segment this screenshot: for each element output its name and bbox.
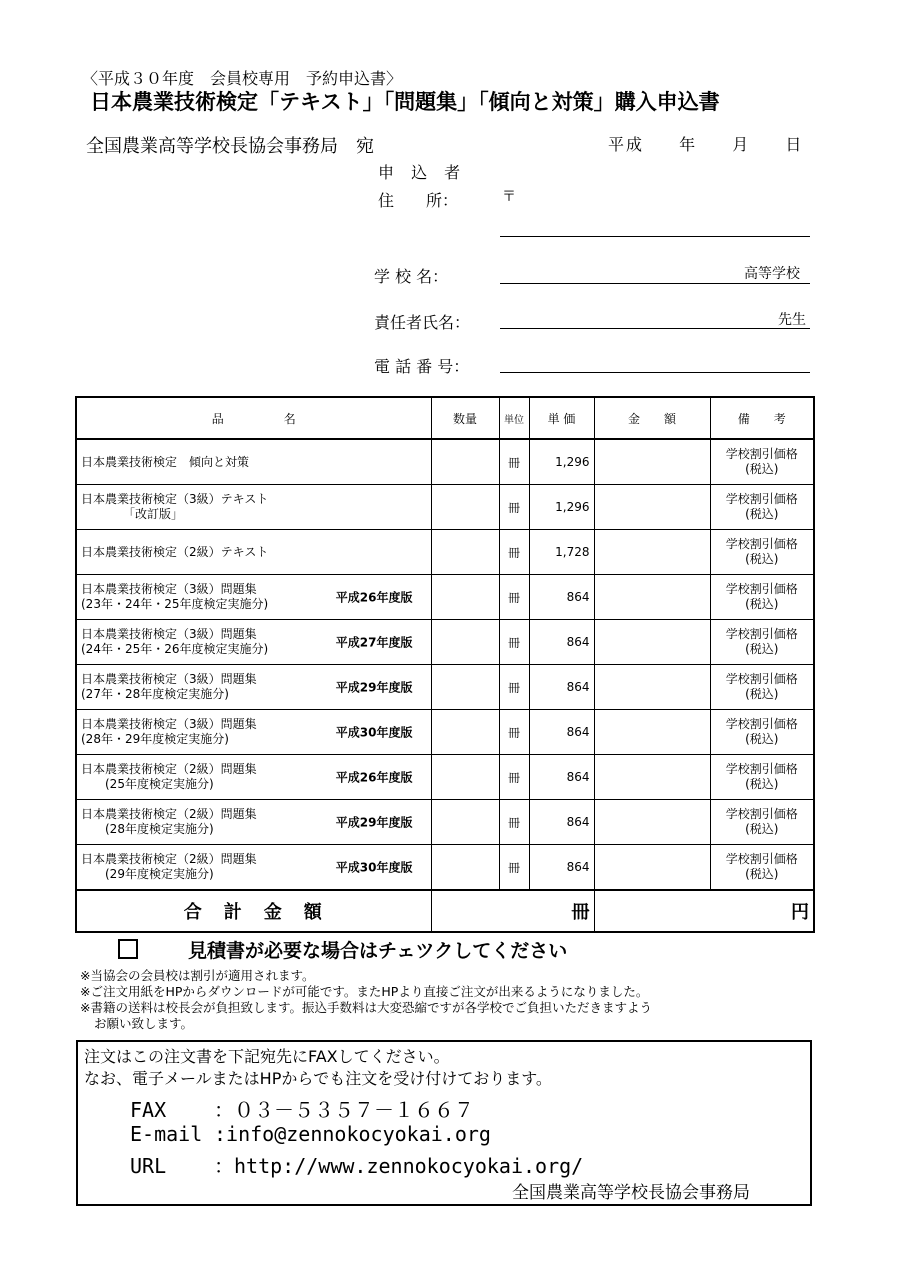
quantity-cell[interactable] <box>431 575 499 620</box>
remarks-cell <box>710 485 814 530</box>
address-label: 住 所： <box>378 191 459 210</box>
col-unit: 単位 <box>499 397 529 439</box>
contact-line-2: なお、電子メールまたはHPからでも注文を受け付けております。 <box>84 1069 552 1088</box>
item-name-cell <box>76 530 431 575</box>
remarks-line: 学校割引価格 <box>725 672 798 686</box>
item-name-cell <box>76 665 431 710</box>
item-name-detail: (27年・28年度検定実施分) <box>81 687 229 701</box>
remarks-tax: (税込) <box>745 507 779 521</box>
remarks-cell <box>710 845 814 891</box>
estimate-check-label: 見積書が必要な場合はチェツクしてください <box>188 940 568 962</box>
school-suffix: 高等学校 <box>744 266 800 282</box>
url-row <box>130 1150 583 1179</box>
total-row <box>76 890 814 932</box>
remarks-line: 学校割引価格 <box>725 582 798 596</box>
table-row <box>76 755 814 800</box>
col-quantity: 数量 <box>431 397 499 439</box>
unit-cell: 冊 <box>499 665 529 710</box>
item-name: 日本農業技術検定（2級）問題集 <box>81 852 257 866</box>
item-name-detail: (29年度検定実施分) <box>81 867 214 881</box>
item-name-detail: 「改訂版」 <box>81 507 184 521</box>
order-table <box>75 396 815 933</box>
remarks-tax: (税込) <box>745 867 779 881</box>
item-name: 日本農業技術検定（2級）テキスト <box>81 544 269 559</box>
item-name: 日本農業技術検定（3級）問題集 <box>81 672 257 686</box>
amount-cell[interactable] <box>594 575 710 620</box>
remarks-tax: (税込) <box>745 777 779 791</box>
table-row <box>76 665 814 710</box>
person-label: 責任者氏名： <box>374 313 471 332</box>
remarks-cell <box>710 755 814 800</box>
unit-price-cell: 1,296 <box>529 439 594 485</box>
phone-label: 電 話 番 号： <box>374 357 470 376</box>
unit-cell: 冊 <box>499 620 529 665</box>
unit-price-cell: 864 <box>529 755 594 800</box>
item-name: 日本農業技術検定（2級）問題集 <box>81 762 257 776</box>
item-edition: 平成29年度版 <box>335 680 413 695</box>
remarks-cell <box>710 439 814 485</box>
item-name: 日本農業技術検定（2級）問題集 <box>81 807 257 821</box>
remarks-tax: (税込) <box>745 732 779 746</box>
amount-cell[interactable] <box>594 665 710 710</box>
amount-cell[interactable] <box>594 755 710 800</box>
item-name-cell <box>76 845 431 891</box>
school-label: 学 校 名： <box>374 267 449 286</box>
school-input-line[interactable] <box>500 283 810 284</box>
fax-label: FAX <box>130 1098 167 1122</box>
unit-price-cell: 864 <box>529 710 594 755</box>
item-edition: 平成26年度版 <box>335 770 413 785</box>
table-row <box>76 485 814 530</box>
remarks-cell <box>710 575 814 620</box>
quantity-cell[interactable] <box>431 800 499 845</box>
remarks-cell <box>710 800 814 845</box>
item-name: 日本農業技術検定 傾向と対策 <box>81 454 250 469</box>
quantity-cell[interactable] <box>431 755 499 800</box>
col-amount: 金 額 <box>594 397 710 439</box>
quantity-cell[interactable] <box>431 710 499 755</box>
item-name-detail: (24年・25年・26年度検定実施分) <box>81 642 269 656</box>
item-name-cell <box>76 575 431 620</box>
fax-row <box>130 1094 474 1123</box>
amount-cell[interactable] <box>594 530 710 575</box>
unit-cell: 冊 <box>499 710 529 755</box>
url-link[interactable]: ：http://www.zennokocyokai.org/ <box>214 1154 584 1178</box>
quantity-cell[interactable] <box>431 845 499 891</box>
unit-cell: 冊 <box>499 845 529 891</box>
quantity-cell[interactable] <box>431 485 499 530</box>
remarks-line: 学校割引価格 <box>725 807 798 821</box>
remarks-tax: (税込) <box>745 552 779 566</box>
postal-mark: 〒 <box>502 189 516 205</box>
person-suffix: 先生 <box>778 312 806 328</box>
unit-price-cell: 864 <box>529 845 594 891</box>
remarks-tax: (税込) <box>745 642 779 656</box>
unit-price-cell: 1,728 <box>529 530 594 575</box>
remarks-line: 学校割引価格 <box>725 537 798 551</box>
note-line: ※当協会の会員校は割引が適用されます。 <box>80 968 315 983</box>
unit-cell: 冊 <box>499 439 529 485</box>
col-item-name: 品 名 <box>76 397 431 439</box>
table-row <box>76 620 814 665</box>
address-input-line[interactable] <box>500 236 810 237</box>
unit-cell: 冊 <box>499 485 529 530</box>
quantity-cell[interactable] <box>431 530 499 575</box>
amount-cell[interactable] <box>594 485 710 530</box>
item-name-cell <box>76 620 431 665</box>
month-label: 月 <box>732 135 751 154</box>
quantity-cell[interactable] <box>431 620 499 665</box>
applicant-heading: 申 込 者 <box>378 163 467 182</box>
total-currency: 円 <box>791 902 809 923</box>
remarks-cell <box>710 710 814 755</box>
item-name-detail: (28年度検定実施分) <box>81 822 214 836</box>
item-name-detail: (25年度検定実施分) <box>81 777 214 791</box>
unit-price-cell: 864 <box>529 575 594 620</box>
remarks-cell <box>710 530 814 575</box>
unit-price-cell: 864 <box>529 665 594 710</box>
quantity-cell[interactable] <box>431 665 499 710</box>
item-name: 日本農業技術検定（3級）問題集 <box>81 717 257 731</box>
unit-cell: 冊 <box>499 800 529 845</box>
day-label: 日 <box>785 135 804 154</box>
table-row <box>76 710 814 755</box>
email-address[interactable]: :info@zennokocyokai.org <box>214 1122 491 1146</box>
table-row <box>76 845 814 891</box>
total-amount-cell[interactable] <box>594 890 814 932</box>
item-edition: 平成30年度版 <box>335 725 413 740</box>
addressee: 全国農業高等学校長協会事務局 宛 <box>86 136 374 157</box>
item-name-cell <box>76 710 431 755</box>
table-row <box>76 575 814 620</box>
year-label: 年 <box>679 135 698 154</box>
remarks-tax: (税込) <box>745 822 779 836</box>
era-label: 平成 <box>608 135 645 154</box>
remarks-line: 学校割引価格 <box>725 762 798 776</box>
total-quantity-cell[interactable] <box>431 890 594 932</box>
remarks-line: 学校割引価格 <box>725 627 798 641</box>
amount-cell[interactable] <box>594 845 710 891</box>
unit-cell: 冊 <box>499 755 529 800</box>
organization-name: 全国農業高等学校長協会事務局 <box>512 1183 750 1203</box>
item-name: 日本農業技術検定（3級）問題集 <box>81 582 257 596</box>
notes <box>80 968 820 1032</box>
amount-cell[interactable] <box>594 439 710 485</box>
col-unit-price: 単 価 <box>529 397 594 439</box>
amount-cell[interactable] <box>594 620 710 665</box>
estimate-checkbox[interactable] <box>118 939 138 959</box>
table-row <box>76 800 814 845</box>
item-edition: 平成30年度版 <box>335 860 413 875</box>
remarks-cell <box>710 620 814 665</box>
email-row <box>130 1122 491 1146</box>
form-subtitle: 〈平成３０年度 会員校専用 予約申込書〉 <box>82 69 403 88</box>
remarks-line: 学校割引価格 <box>725 852 798 866</box>
phone-input-line[interactable] <box>500 372 810 373</box>
col-remarks: 備 考 <box>710 397 814 439</box>
item-name-cell <box>76 800 431 845</box>
unit-price-cell: 1,296 <box>529 485 594 530</box>
fax-number: ：０３－５３５７－１６６７ <box>214 1098 474 1122</box>
amount-cell[interactable] <box>594 710 710 755</box>
item-name-cell <box>76 439 431 485</box>
remarks-tax: (税込) <box>745 462 779 476</box>
url-label: URL <box>130 1154 167 1178</box>
remarks-cell <box>710 665 814 710</box>
form-title: 日本農業技術検定「テキスト」「問題集」「傾向と対策」購入申込書 <box>90 90 720 114</box>
item-edition: 平成26年度版 <box>335 590 413 605</box>
remarks-line: 学校割引価格 <box>725 492 798 506</box>
total-label: 合 計 金 額 <box>76 890 431 932</box>
contact-line-1: 注文はこの注文書を下記宛先にFAXしてください。 <box>84 1047 450 1066</box>
remarks-line: 学校割引価格 <box>725 717 798 731</box>
unit-cell: 冊 <box>499 575 529 620</box>
item-name-cell <box>76 755 431 800</box>
contact-box <box>76 1040 812 1206</box>
unit-price-cell: 864 <box>529 620 594 665</box>
total-unit: 冊 <box>571 902 590 923</box>
note-line: ※ご注文用紙をHPからダウンロードが可能です。またHPより直接ご注文が出来るようになりました。 <box>80 984 649 999</box>
item-edition: 平成27年度版 <box>335 635 413 650</box>
item-name-detail: (28年・29年度検定実施分) <box>81 732 229 746</box>
item-name-cell <box>76 485 431 530</box>
item-name-detail: (23年・24年・25年度検定実施分) <box>81 597 269 611</box>
table-header-row <box>76 397 814 439</box>
remarks-tax: (税込) <box>745 597 779 611</box>
quantity-cell[interactable] <box>431 439 499 485</box>
remarks-line: 学校割引価格 <box>725 447 798 461</box>
date-field[interactable] <box>608 132 831 155</box>
estimate-check <box>118 936 567 963</box>
item-name: 日本農業技術検定（3級）テキスト <box>81 492 269 506</box>
table-row <box>76 439 814 485</box>
table-row <box>76 530 814 575</box>
remarks-tax: (税込) <box>745 687 779 701</box>
email-label: E-mail <box>130 1122 203 1146</box>
item-name: 日本農業技術検定（3級）問題集 <box>81 627 257 641</box>
unit-price-cell: 864 <box>529 800 594 845</box>
note-line: お願い致します。 <box>94 1016 194 1031</box>
person-input-line[interactable] <box>500 328 810 329</box>
unit-cell: 冊 <box>499 530 529 575</box>
amount-cell[interactable] <box>594 800 710 845</box>
note-line: ※書籍の送料は校長会が負担致します。振込手数料は大変恐縮ですが各学校でご負担いただきますよう <box>80 1000 652 1015</box>
item-edition: 平成29年度版 <box>335 815 413 830</box>
